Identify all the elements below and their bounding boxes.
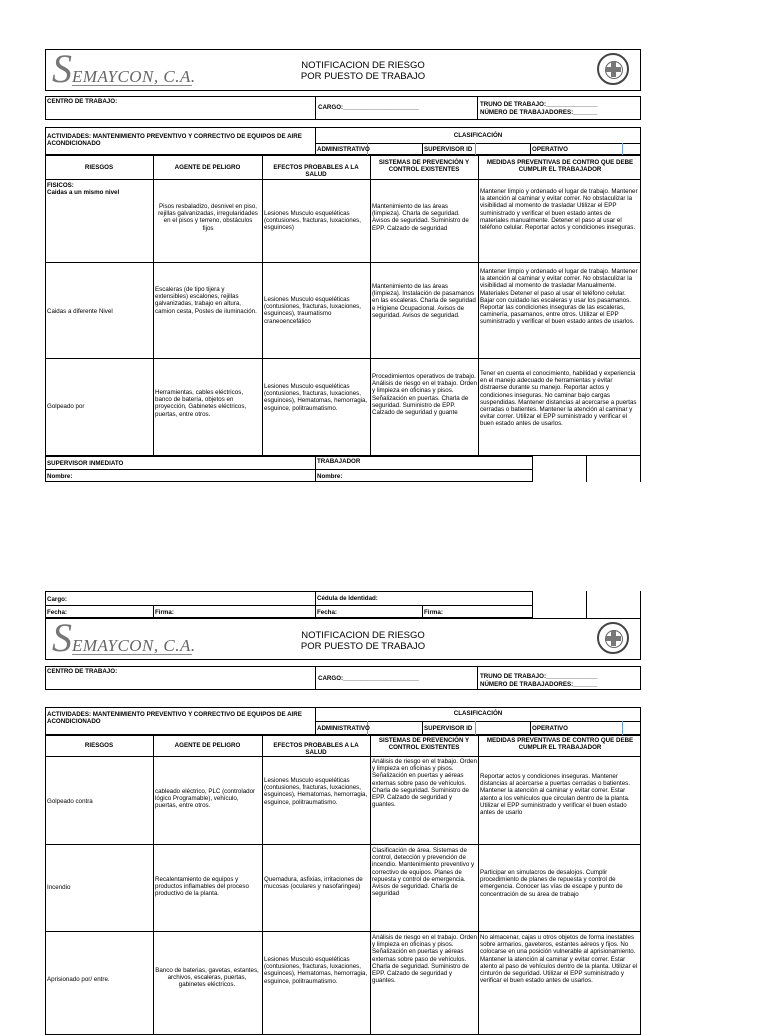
trabajador-label: TRABAJADOR <box>317 458 361 465</box>
supervisor-nombre-label: Nombre: <box>47 473 73 480</box>
logo-underline-2 <box>72 654 192 655</box>
trabajador-firma-label: Firma: <box>424 609 443 616</box>
form-title-2-line1: NOTIFICACION DE RIESGO <box>301 630 425 641</box>
table-row-6-agente: Banco de baterias, gavetas, estantes, archivos, escaleras, puertas, gabinetes eléctricos. <box>155 967 259 989</box>
turno-label: TRUNO DE TRABAJO:_______________ <box>480 101 598 108</box>
logo-underline <box>72 85 192 86</box>
centro-label-2: CENTRO DE TRABAJO: <box>47 668 118 675</box>
header-agente-2: AGENTE DE PELIGRO <box>174 742 241 749</box>
table-row-1-efectos: Lesiones Musculo esqueléticas (contusiones, fracturas, luxaciones, esguinces) <box>264 210 361 232</box>
table-row-4-medidas: Reportar actos y condiciones inseguras. Mantener distancias al acercarse a puertas cerradas o batientes. Mantener la atención al caminar y evitar correr. Estar atento a los vehículos que circulan dentro de la planta. Utilizar el EPP suministrado y verificar el buen estado antes de usarlo <box>480 773 630 817</box>
supervisor-label-2: SUPERVISOR ID <box>424 725 473 732</box>
table-row-4-riesgo: Golpeado contra <box>47 798 93 805</box>
clasificacion-label: CLASIFICACIÓN <box>453 132 503 139</box>
centro-label: CENTRO DE TRABAJO: <box>47 98 118 105</box>
company-logo <box>52 46 212 91</box>
table-row-5-medidas: Participar en simulacros de desalojos. Cumplir procedimiento de planes de repuesta y control de emergencia. Conocer las vías de escape y punto de concentración de su área de trabajo <box>480 869 623 898</box>
header-medidas: MEDIDAS PREVENTIVAS DE CONTRO QUE DEBE CUMPLIR EL TRABAJADOR <box>486 159 634 174</box>
supervisor-inmediato-label: SUPERVISOR INMEDIATO <box>47 460 124 467</box>
actividades-label: ACTIVIDADES: MANTENIMIENTO PREVENTIVO Y CORRECTIVO DE EQUIPOS DE AIRE ACONDICIONADO <box>47 133 302 148</box>
form-title-2 <box>288 630 438 652</box>
cargo-label-2: CARGO:______________________ <box>318 675 419 682</box>
operativo-label: OPERATIVO <box>532 146 568 153</box>
table-row-4-agente: cableado eléctrico, PLC (controlador lógico Programable), vehículo, puertas, entre otros. <box>155 788 256 810</box>
table-row-2-riesgo: Caidas a diferente Nivel <box>47 308 113 315</box>
trabajador-nombre-label: Nombre: <box>317 473 343 480</box>
clasificacion-label-2: CLASIFICACIÓN <box>453 710 503 717</box>
emblem-icon <box>597 53 629 85</box>
header-sistemas: SISTEMAS DE PREVENCIÓN Y CONTROL EXISTENTES <box>378 159 470 174</box>
supervisor-fecha-label: Fecha: <box>47 609 67 616</box>
operativo-label-2: OPERATIVO <box>532 725 568 732</box>
company-logo-2 <box>52 615 212 660</box>
table-row-6-medidas: No almacenar, cajas u otros objetos de forma inestables sobre armarios, gaveteros, estantes aéreos y fijos. No colocarse en una posición vulnerable al aprisionamiento. Mantener la atención al caminar y evitar correr. Estar atento al paso de vehículos dentro de la planta. Utilizar el cinturón de seguridad. Utilizar el EPP suministrado y verificar el buen estado antes de usarlos. <box>480 934 638 985</box>
cargo-label: CARGO:______________________ <box>318 104 419 111</box>
table-row-5-riesgo: Incendio <box>47 884 71 891</box>
table-row-4-sistemas: Análisis de riesgo en el trabajo. Orden y limpieza en oficinas y pisos. Señalización en puertas y aéreas externas sobre paso de vehículos. Charla de seguridad. Suministro de EPP. Calzado de seguridad y guantes. <box>372 758 477 809</box>
turno-label-2: TRUNO DE TRABAJO:_______________ <box>480 673 598 680</box>
table-row-5-agente: Recalentamiento de equipos y productos inflamables del proceso productivo de la planta. <box>155 876 249 898</box>
supervisor-firma-label: Firma: <box>155 609 174 616</box>
table-row-6-sistemas: Análisis de riesgo en el trabajo. Orden y limpieza en oficinas y pisos. Señalización en puertas y aéreas externas sobre paso de vehículos. Charla de seguridad. Suministro de EPP. Calzado de seguridad y guantes. <box>372 934 477 985</box>
header-sistemas-2: SISTEMAS DE PREVENCIÓN Y CONTROL EXISTENTES <box>378 737 470 752</box>
actividades-label-2: ACTIVIDADES: MANTENIMIENTO PREVENTIVO Y CORRECTIVO DE EQUIPOS DE AIRE ACONDICIONADO <box>47 711 302 726</box>
administrativo-label: ADMINISTRATIVO <box>317 146 370 153</box>
table-row-3-medidas: Tener en cuenta el conocimiento, habilidad y experiencia en el manejo adecuado de herramientas y evitar distraerse durante su manejo. Reportar actos y condiciones inseguras. No caminar bajo cargas suspendidas. Mantener distancias al acercarse a puertas cerradas o batientes. Mantener la atención al caminar y evitar correr. Utilizar el EPP suministrado y verificar el buen estado antes de usarlos. <box>480 370 637 428</box>
table-row-1-medidas: Mantener limpio y ordenado el lugar de trabajo. Mantener la atención al caminar y evitar correr. No obstaculizar la visibilidad al momento de trasladar Utilizar el EPP suministrado y verificar el buen estado antes de materiales manualmente. Detener el paso al usar el teléfono celular. Reportar actos y condiciones inseguras. <box>480 188 638 232</box>
form-title <box>288 60 438 82</box>
logo-text: EMAYCON, C.A. <box>72 67 196 86</box>
table-row-2-medidas: Mantener limpio y ordenado el lugar de trabajo. Mantener la atención al caminar y evitar correr. No obstaculizar la visibilidad al momento de trasladar Manualmente. Materiales Detener el paso al usar el teléfono celular. Bajar con cuidado las escaleras y usar los pasamanos. Reportar las condiciones inseguras de las escaleras, caminería, pasamanos, entre otros. Utilizar el EPP suministrado y verificar el buen estado antes de usarlos. <box>480 268 638 326</box>
form-page-1 <box>0 0 768 500</box>
table-row-1-agente: Pisos resbaladizo, desnivel en piso, rejillas galvanizadas, irregularidades en el pisos y terreno, obstáculos fijos <box>158 203 258 232</box>
table-row-5-efectos: Quemadura, asfixias, irritaciones de mucosas (oculares y nasofaringea) <box>264 876 363 891</box>
header-riesgos: RIESGOS <box>84 164 114 171</box>
table-row-3-riesgo: Golpeado por <box>47 403 85 410</box>
table-row-6-efectos: Lesiones Musculo esqueléticas (contusiones, fracturas, luxaciones, esguinces), Hematomas, hemorragia, esguince, politraumatismo. <box>264 956 368 985</box>
cedula-label: Cédula de Identidad: <box>317 595 378 602</box>
table-row-6-riesgo: Aprisionado por/ entre. <box>47 976 110 983</box>
cargo-sign-label: Cargo: <box>47 596 67 603</box>
table-row-3-sistemas: Procedimientos operativos de trabajo. Análisis de riesgo en el trabajo. Orden y limpieza en oficinas y pisos. Señalización en puertas. Charla de seguridad. Suministro de EPP. Calzado de seguridad y guante <box>372 373 477 417</box>
header-agente: AGENTE DE PELIGRO <box>174 164 241 171</box>
table-row-2-efectos: Lesiones Musculo esqueléticas (contusiones, fracturas, luxaciones, esguinces), traumatismo craneoencefálico <box>264 296 361 325</box>
header-riesgos-2: RIESGOS <box>84 742 114 749</box>
table-row-4-efectos: Lesiones Musculo esqueléticas (contusiones, fracturas, luxaciones, esguinces), Hematomas, hemorragia, esguince, politraumatismo. <box>264 777 368 806</box>
logo-initial-2: S <box>52 615 72 660</box>
table-row-3-agente: Herramientas, cables eléctricos, banco de batería, objetos en proyección, Gabinetes eléctricos, puertas, entre otros. <box>155 389 247 418</box>
form-title-line1: NOTIFICACION DE RIESGO <box>301 60 425 71</box>
emblem-icon-2 <box>597 622 629 654</box>
logo-text-2: EMAYCON, C.A. <box>72 636 196 655</box>
table-row-2-agente: Escaleras (de tipo tijera y extensibles) escalones, rejillas galvanizadas, trabajo en altura, camion cesta, Postes de iluminación. <box>155 286 257 315</box>
header-efectos: EFECTOS PROBABLES A LA SALUD <box>273 164 359 179</box>
form-title-line2: POR PUESTO DE TRABAJO <box>300 71 426 82</box>
form-page-2 <box>0 580 768 1024</box>
trabajador-fecha-label: Fecha: <box>317 609 337 616</box>
table-row-1-sistemas: Mantenimiento de las áreas (limpieza). Charla de seguridad. Avisos de seguridad. Suministro de EPP. Calzado de seguridad <box>372 203 469 232</box>
administrativo-label-2: ADMINISTRATIVO <box>317 725 370 732</box>
table-row-3-efectos: Lesiones Musculo esqueléticas (contusiones, fracturas, luxaciones, esguinces), Hematomas, hemorragia, esguince, politraumatismo. <box>264 383 368 412</box>
supervisor-label: SUPERVISOR ID <box>424 146 473 153</box>
table-row-2-sistemas: Mantenimiento de las áreas (limpieza). Instalación de pasamanos en las escaleras. Charla de seguridad e Higiene Ocupacional. Avisos de seguridad. Avisos de seguridad. <box>372 283 476 319</box>
header-medidas-2: MEDIDAS PREVENTIVAS DE CONTRO QUE DEBE CUMPLIR EL TRABAJADOR <box>486 737 634 752</box>
header-efectos-2: EFECTOS PROBABLES A LA SALUD <box>273 742 359 757</box>
table-row-1-riesgo: FISICOS: Caidas a un mismo nivel <box>47 182 120 197</box>
num-trabajadores-label-2: NÚMERO DE TRABAJADORES:_______ <box>480 681 598 688</box>
form-title-2-line2: POR PUESTO DE TRABAJO <box>300 641 426 652</box>
table-row-5-sistemas: Clasificación de área. Sistemas de control, detección y prevención de incendio. Mantenimiento preventivo y correctivo de equipos. Planes de repuesta y control de emergencia. Avisos de seguridad. Charla de seguridad <box>372 847 475 898</box>
num-trabajadores-label: NÚMERO DE TRABAJADORES:_______ <box>480 109 598 116</box>
logo-initial: S <box>52 46 72 91</box>
